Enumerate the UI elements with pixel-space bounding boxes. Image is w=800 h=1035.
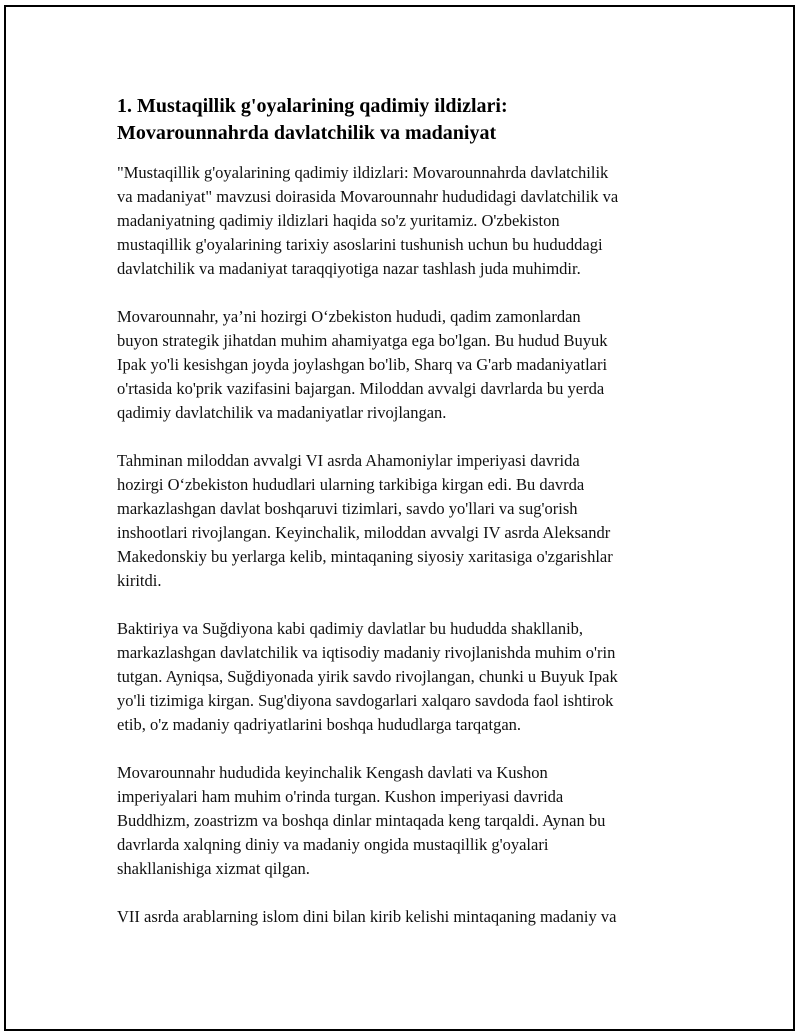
text-line: markazlashgan davlat boshqaruvi tizimlari, savdo yo'llari va sug'orish [117,499,578,518]
paragraph-intro [117,161,682,281]
text-line: Movarounnahr hududida keyinchalik Kengash davlati va Kushon [117,763,548,782]
text-line: qadimiy davlatchilik va madaniyatlar rivojlangan. [117,403,447,422]
heading-line: Movarounnahrda davlatchilik va madaniyat [117,122,497,144]
text-line: va madaniyat" mavzusi doirasida Movarounnahr hududidagi davlatchilik va [117,187,619,206]
text-line: mustaqillik g'oyalarining tarixiy asoslarini tushunish uchun bu hududdagi [117,235,603,254]
paragraph-kushon [117,761,682,881]
paragraph-ahamoniylar [117,449,682,593]
text-line: davlatchilik va madaniyat taraqqiyotiga nazar tashlash juda muhimdir. [117,259,581,278]
text-line: Baktiriya va Suğdiyona kabi qadimiy davlatlar bu hududda shakllanib, [117,619,584,638]
text-line: inshootlari rivojlangan. Keyinchalik, miloddan avvalgi IV asrda Aleksandr [117,523,611,542]
text-line: shakllanishiga xizmat qilgan. [117,859,310,878]
text-line: Ipak yo'li kesishgan joyda joylashgan bo'lib, Sharq va G'arb madaniyatlari [117,355,608,374]
paragraph-baktiriya [117,617,682,737]
text-line: kiritdi. [117,571,162,590]
section-heading [117,93,682,147]
text-line: VII asrda arablarning islom dini bilan kirib kelishi mintaqaning madaniy va [117,907,617,926]
text-line: yo'li tizimiga kirgan. Sug'diyona savdogarlari xalqaro savdoda faol ishtirok [117,691,614,710]
text-line: Tahminan miloddan avvalgi VI asrda Ahamoniylar imperiyasi davrida [117,451,580,470]
text-line: hozirgi O‘zbekiston hududlari ularning tarkibiga kirgan edi. Bu davrda [117,475,585,494]
text-line: buyon strategik jihatdan muhim ahamiyatga ega bo'lgan. Bu hudud Buyuk [117,331,608,350]
text-line: imperiyalari ham muhim o'rinda turgan. Kushon imperiyasi davrida [117,787,564,806]
text-line: Buddhizm, zoastrizm va boshqa dinlar mintaqada keng tarqaldi. Aynan bu [117,811,606,830]
text-line: Makedonskiy bu yerlarga kelib, mintaqaning siyosiy xaritasiga o'zgarishlar [117,547,613,566]
text-line: Movarounnahr, ya’ni hozirgi O‘zbekiston hududi, qadim zamonlardan [117,307,581,326]
text-line: tutgan. Ayniqsa, Suğdiyonada yirik savdo rivojlangan, chunki u Buyuk Ipak [117,667,618,686]
text-line: markazlashgan davlatchilik va iqtisodiy madaniy rivojlanishda muhim o'rin [117,643,616,662]
text-line: madaniyatning qadimiy ildizlari haqida so'z yuritamiz. O'zbekiston [117,211,560,230]
text-line: davrlarda xalqning diniy va madaniy ongida mustaqillik g'oyalari [117,835,549,854]
text-line: "Mustaqillik g'oyalarining qadimiy ildizlari: Movarounnahrda davlatchilik [117,163,609,182]
heading-line: 1. Mustaqillik g'oyalarining qadimiy ildizlari: [117,95,508,117]
paragraph-movarounnahr [117,305,682,425]
text-line: etib, o'z madaniy qadriyatlarini boshqa hududlarga tarqatgan. [117,715,522,734]
document-body [117,93,682,929]
text-line: o'rtasida ko'prik vazifasini bajargan. Miloddan avvalgi davrlarda bu yerda [117,379,605,398]
paragraph-islom [117,905,682,929]
